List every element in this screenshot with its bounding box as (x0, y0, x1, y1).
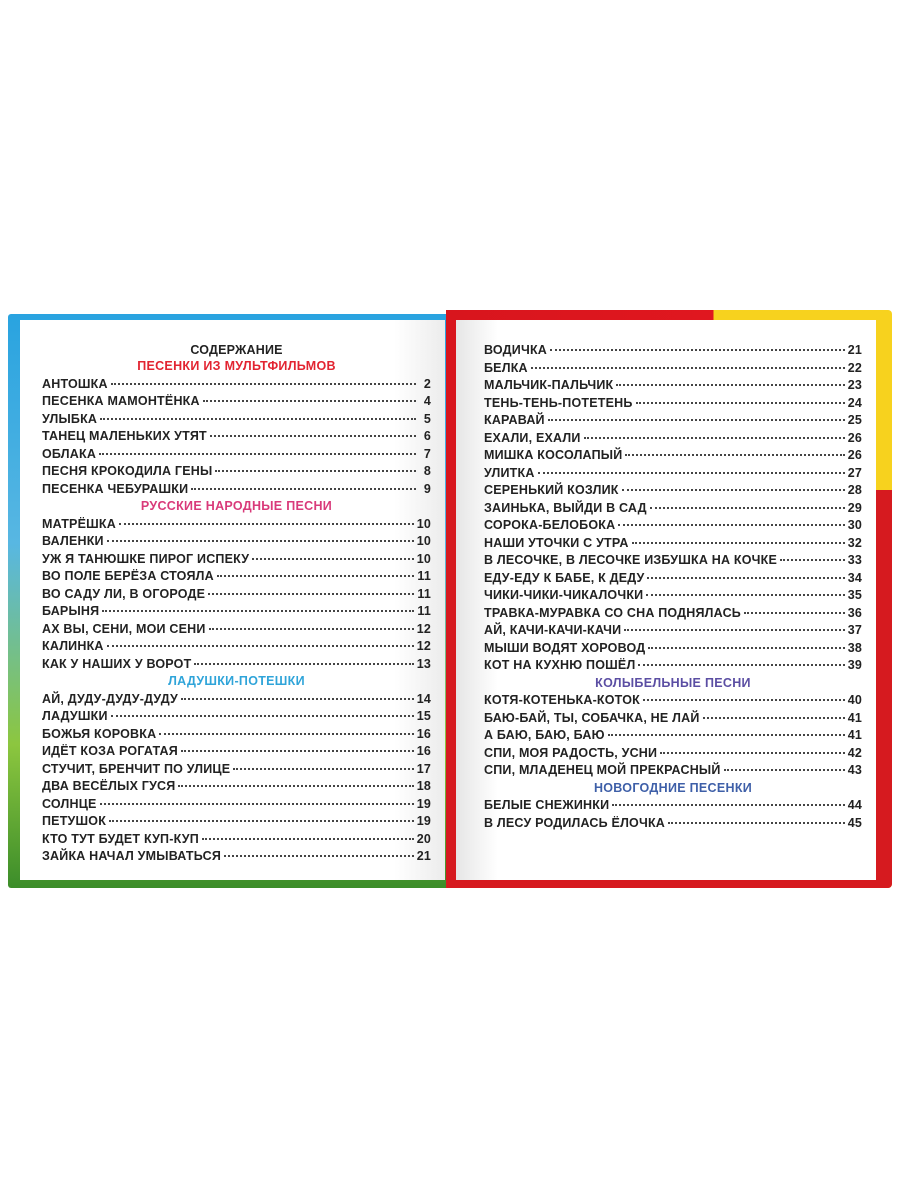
toc-entry-title: ЕХАЛИ, ЕХАЛИ (484, 430, 581, 445)
toc-entry-page: 12 (416, 621, 431, 636)
toc-entry (484, 692, 862, 710)
toc-entry (42, 708, 431, 726)
toc-entry-page: 21 (847, 343, 862, 357)
toc-entry-title: БАРЫНЯ (42, 604, 100, 618)
dot-leader (650, 507, 845, 509)
toc-entry-title: ЛАДУШКИ (42, 709, 108, 723)
toc-entry-page: 37 (847, 623, 862, 637)
toc-entry-title: СОРОКА-БЕЛОБОКА (484, 518, 616, 532)
toc-entry-title: МАТРЁШКА (42, 516, 116, 531)
toc-entry-title: АЙ, КАЧИ-КАЧИ-КАЧИ (484, 623, 622, 637)
toc-entry-list (42, 516, 431, 674)
toc-entry-title: ВО САДУ ЛИ, В ОГОРОДЕ (42, 586, 206, 601)
toc-entry (42, 638, 431, 656)
toc-entry-page: 27 (847, 465, 862, 480)
dot-leader (215, 470, 416, 472)
contents-heading: СОДЕРЖАНИЕ (190, 343, 283, 357)
toc-entry-title: ПЕСЕНКА ЧЕБУРАШКИ (42, 481, 189, 496)
toc-entry-title: ПЕТУШОК (42, 814, 107, 828)
toc-entry (484, 412, 862, 430)
toc-entry (42, 848, 431, 866)
toc-entry-page: 36 (847, 605, 862, 620)
dot-leader (109, 820, 414, 822)
dot-leader (217, 575, 415, 577)
toc-entry-title: ЗАЙКА НАЧАЛ УМЫВАТЬСЯ (42, 849, 222, 863)
toc-entry-title: А БАЮ, БАЮ, БАЮ (484, 728, 605, 742)
dot-leader (584, 437, 845, 439)
dot-leader (203, 400, 416, 402)
toc-entry (484, 500, 862, 518)
section-title: РУССКИЕ НАРОДНЫЕ ПЕСНИ (140, 499, 333, 513)
toc-entry (484, 640, 862, 658)
section-title: НОВОГОДНИЕ ПЕСЕНКИ (593, 780, 753, 795)
toc-entry (484, 762, 862, 780)
dot-leader (111, 715, 414, 717)
toc-entry-title: ПЕСЕНКА МАМОНТЁНКА (42, 394, 200, 408)
dot-leader (100, 418, 416, 420)
dot-leader (622, 489, 845, 491)
toc-entry-title: КОТ НА КУХНЮ ПОШЁЛ (484, 658, 636, 672)
toc-entry (484, 535, 862, 553)
toc-entry-title: ЧИКИ-ЧИКИ-ЧИКАЛОЧКИ (484, 588, 644, 602)
toc-entry-title: ПЕСНЯ КРОКОДИЛА ГЕНЫ (42, 464, 213, 478)
toc-entry-page: 42 (847, 745, 862, 760)
toc-entry-title: СОЛНЦЕ (42, 796, 97, 811)
toc-entry (42, 428, 431, 446)
dot-leader (647, 577, 844, 579)
toc-entry-title: ЕДУ-ЕДУ К БАБЕ, К ДЕДУ (484, 570, 645, 585)
toc-entry (484, 377, 862, 395)
toc-entry-title: КАРАВАЙ (484, 413, 545, 427)
toc-entry (42, 376, 431, 394)
dot-leader (643, 699, 845, 701)
toc-entry-page: 41 (847, 710, 862, 725)
dot-leader (646, 594, 844, 596)
toc-entry-page: 28 (847, 483, 862, 497)
toc-entry-title: АЙ, ДУДУ-ДУДУ-ДУДУ (42, 691, 178, 706)
section-title: ЛАДУШКИ-ПОТЕШКИ (168, 674, 305, 688)
toc-entry (42, 726, 431, 744)
toc-entry (42, 533, 431, 551)
toc-entry-title: БЕЛКА (484, 360, 528, 375)
toc-entry-title: УЛИТКА (484, 465, 535, 480)
dot-leader (531, 367, 845, 369)
toc-entry (42, 411, 431, 429)
dot-leader (119, 523, 414, 525)
toc-entry-page: 6 (423, 429, 431, 443)
toc-entry (42, 831, 431, 849)
toc-entry-title: ОБЛАКА (42, 446, 97, 461)
toc-entry (42, 568, 431, 586)
toc-entry-page: 26 (847, 448, 862, 462)
dot-leader (636, 402, 845, 404)
toc-entry-page: 16 (416, 744, 431, 758)
dot-leader (616, 384, 844, 386)
toc-entry-title: ТЕНЬ-ТЕНЬ-ПОТЕТЕНЬ (484, 395, 633, 410)
toc-entry-title: БЕЛЫЕ СНЕЖИНКИ (484, 798, 610, 812)
toc-entry (484, 447, 862, 465)
toc-entry (42, 393, 431, 411)
dot-leader (538, 472, 845, 474)
dot-leader (608, 734, 845, 736)
toc-entry-page: 24 (847, 395, 862, 410)
toc-entry-page: 15 (416, 709, 431, 723)
dot-leader (660, 752, 844, 754)
dot-leader (668, 822, 845, 824)
toc-entry-page: 35 (847, 588, 862, 602)
toc-entry-page: 41 (847, 728, 862, 742)
toc-entry (484, 657, 862, 675)
toc-entry (484, 570, 862, 588)
toc-entry-title: ДВА ВЕСЁЛЫХ ГУСЯ (42, 779, 176, 793)
toc-entry-page: 5 (423, 411, 431, 426)
toc-entry (42, 743, 431, 761)
toc-entry-title: КТО ТУТ БУДЕТ КУП-КУП (42, 831, 199, 846)
toc-entry (42, 603, 431, 621)
dot-leader (638, 664, 844, 666)
open-book (8, 300, 892, 890)
toc-entry-title: В ЛЕСОЧКЕ, В ЛЕСОЧКЕ ИЗБУШКА НА КОЧКЕ (484, 553, 777, 567)
toc-entry (42, 463, 431, 481)
dot-leader (107, 540, 414, 542)
toc-entry-page: 14 (416, 691, 431, 706)
toc-entry-page: 33 (847, 553, 862, 567)
dot-leader (181, 750, 414, 752)
toc-entry-page: 10 (416, 551, 431, 566)
left-page-sections (42, 358, 431, 866)
toc-entry (42, 551, 431, 569)
left-page (20, 320, 445, 880)
dot-leader (744, 612, 845, 614)
toc-entry-page: 2 (423, 376, 431, 391)
dot-leader (99, 453, 416, 455)
toc-entry-page: 17 (416, 761, 431, 776)
dot-leader (194, 663, 413, 665)
dot-leader (178, 785, 413, 787)
toc-entry (42, 621, 431, 639)
dot-leader (625, 454, 844, 456)
dot-leader (159, 733, 413, 735)
dot-leader (624, 629, 844, 631)
dot-leader (208, 593, 414, 595)
toc-entry-list (42, 691, 431, 866)
toc-entry (484, 552, 862, 570)
toc-entry-page: 44 (847, 798, 862, 812)
toc-entry-page: 19 (416, 814, 431, 828)
toc-entry-page: 7 (423, 446, 431, 461)
toc-entry (42, 691, 431, 709)
dot-leader (233, 768, 413, 770)
toc-entry-page: 45 (847, 815, 862, 830)
toc-entry-title: БАЮ-БАЙ, ТЫ, СОБАЧКА, НЕ ЛАЙ (484, 710, 700, 725)
dot-leader (780, 559, 845, 561)
toc-entry-page: 18 (416, 779, 431, 793)
dot-leader (210, 435, 416, 437)
toc-entry-page: 20 (416, 831, 431, 846)
toc-entry-page: 10 (416, 516, 431, 531)
toc-entry (484, 482, 862, 500)
toc-entry-page: 26 (847, 430, 862, 445)
dot-leader (111, 383, 416, 385)
toc-entry-title: В ЛЕСУ РОДИЛАСЬ ЁЛОЧКА (484, 815, 666, 830)
toc-entry-title: ТРАВКА-МУРАВКА СО СНА ПОДНЯЛАСЬ (484, 605, 741, 620)
toc-entry (42, 813, 431, 831)
toc-entry (42, 481, 431, 499)
toc-entry-list (484, 797, 862, 832)
right-page-sections (484, 342, 862, 832)
toc-entry-page: 11 (417, 586, 431, 601)
dot-leader (612, 804, 844, 806)
dot-leader (102, 610, 414, 612)
toc-entry-title: МИШКА КОСОЛАПЫЙ (484, 448, 623, 462)
toc-entry (484, 797, 862, 815)
toc-entry-title: КАЛИНКА (42, 639, 104, 653)
dot-leader (107, 645, 414, 647)
toc-entry-page: 29 (847, 500, 862, 515)
toc-entry-title: СТУЧИТ, БРЕНЧИТ ПО УЛИЦЕ (42, 761, 231, 776)
toc-entry (42, 516, 431, 534)
toc-entry-title: УЛЫБКА (42, 411, 98, 426)
toc-entry-list (484, 342, 862, 675)
toc-entry-page: 23 (847, 378, 862, 392)
toc-entry-page: 12 (416, 639, 431, 653)
dot-leader (181, 698, 414, 700)
toc-entry-title: СПИ, МЛАДЕНЕЦ МОЙ ПРЕКРАСНЫЙ (484, 763, 721, 777)
dot-leader (632, 542, 845, 544)
toc-entry (484, 745, 862, 763)
toc-entry (484, 587, 862, 605)
dot-leader (202, 838, 414, 840)
toc-entry-page: 25 (847, 413, 862, 427)
toc-entry-page: 8 (423, 464, 431, 478)
dot-leader (618, 524, 844, 526)
section-title: ПЕСЕНКИ ИЗ МУЛЬТФИЛЬМОВ (137, 359, 336, 373)
toc-entry-title: СЕРЕНЬКИЙ КОЗЛИК (484, 483, 619, 497)
dot-leader (648, 647, 844, 649)
dot-leader (224, 855, 414, 857)
toc-entry-page: 32 (847, 535, 862, 550)
toc-entry-page: 21 (416, 849, 431, 863)
toc-entry-page: 11 (417, 569, 431, 583)
toc-entry-page: 43 (847, 763, 862, 777)
toc-entry (484, 622, 862, 640)
dot-leader (209, 628, 414, 630)
toc-entry-page: 19 (416, 796, 431, 811)
toc-entry-page: 13 (416, 656, 431, 671)
dot-leader (191, 488, 416, 490)
toc-entry-title: НАШИ УТОЧКИ С УТРА (484, 535, 629, 550)
dot-leader (100, 803, 414, 805)
toc-entry-title: КОТЯ-КОТЕНЬКА-КОТОК (484, 693, 640, 707)
toc-entry (484, 727, 862, 745)
toc-entry (42, 446, 431, 464)
toc-entry-list (484, 692, 862, 780)
toc-entry (484, 605, 862, 623)
toc-entry-title: ЗАИНЬКА, ВЫЙДИ В САД (484, 500, 647, 515)
toc-entry (484, 710, 862, 728)
toc-entry-title: КАК У НАШИХ У ВОРОТ (42, 656, 192, 671)
toc-entry (484, 395, 862, 413)
toc-entry-page: 4 (423, 394, 431, 408)
toc-entry-title: АНТОШКА (42, 376, 108, 391)
toc-entry-page: 30 (847, 518, 862, 532)
toc-entry-page: 40 (847, 693, 862, 707)
toc-entry-title: СПИ, МОЯ РАДОСТЬ, УСНИ (484, 745, 658, 760)
toc-entry (484, 517, 862, 535)
toc-entry-title: ВО ПОЛЕ БЕРЁЗА СТОЯЛА (42, 569, 214, 583)
toc-entry-title: ВОДИЧКА (484, 343, 548, 357)
dot-leader (550, 349, 845, 351)
toc-entry-title: МАЛЬЧИК-ПАЛЬЧИК (484, 378, 614, 392)
toc-entry-title: ВАЛЕНКИ (42, 534, 104, 548)
toc-entry (484, 360, 862, 378)
dot-leader (724, 769, 845, 771)
toc-entry-page: 34 (847, 570, 862, 585)
toc-entry-title: ИДЁТ КОЗА РОГАТАЯ (42, 744, 178, 758)
toc-entry (484, 465, 862, 483)
toc-entry-page: 22 (847, 360, 862, 375)
toc-entry-title: МЫШИ ВОДЯТ ХОРОВОД (484, 640, 646, 655)
toc-entry (42, 778, 431, 796)
toc-entry (484, 342, 862, 360)
toc-entry-page: 9 (423, 481, 431, 496)
toc-entry-page: 38 (847, 640, 862, 655)
dot-leader (548, 419, 845, 421)
toc-entry (484, 430, 862, 448)
dot-leader (252, 558, 413, 560)
toc-entry-list (42, 376, 431, 499)
toc-entry-page: 11 (417, 604, 431, 618)
toc-entry-title: УЖ Я ТАНЮШКЕ ПИРОГ ИСПЕКУ (42, 551, 250, 566)
toc-entry-title: АХ ВЫ, СЕНИ, МОИ СЕНИ (42, 621, 206, 636)
toc-entry-page: 10 (416, 534, 431, 548)
section-title: КОЛЫБЕЛЬНЫЕ ПЕСНИ (595, 675, 751, 690)
toc-entry-title: БОЖЬЯ КОРОВКА (42, 726, 157, 741)
toc-entry (42, 796, 431, 814)
toc-entry (484, 815, 862, 833)
toc-entry (42, 586, 431, 604)
toc-entry-page: 39 (847, 658, 862, 672)
dot-leader (703, 717, 845, 719)
toc-entry-page: 16 (416, 726, 431, 741)
toc-entry (42, 761, 431, 779)
toc-entry (42, 656, 431, 674)
toc-entry-title: ТАНЕЦ МАЛЕНЬКИХ УТЯТ (42, 429, 207, 443)
right-page (456, 320, 876, 880)
